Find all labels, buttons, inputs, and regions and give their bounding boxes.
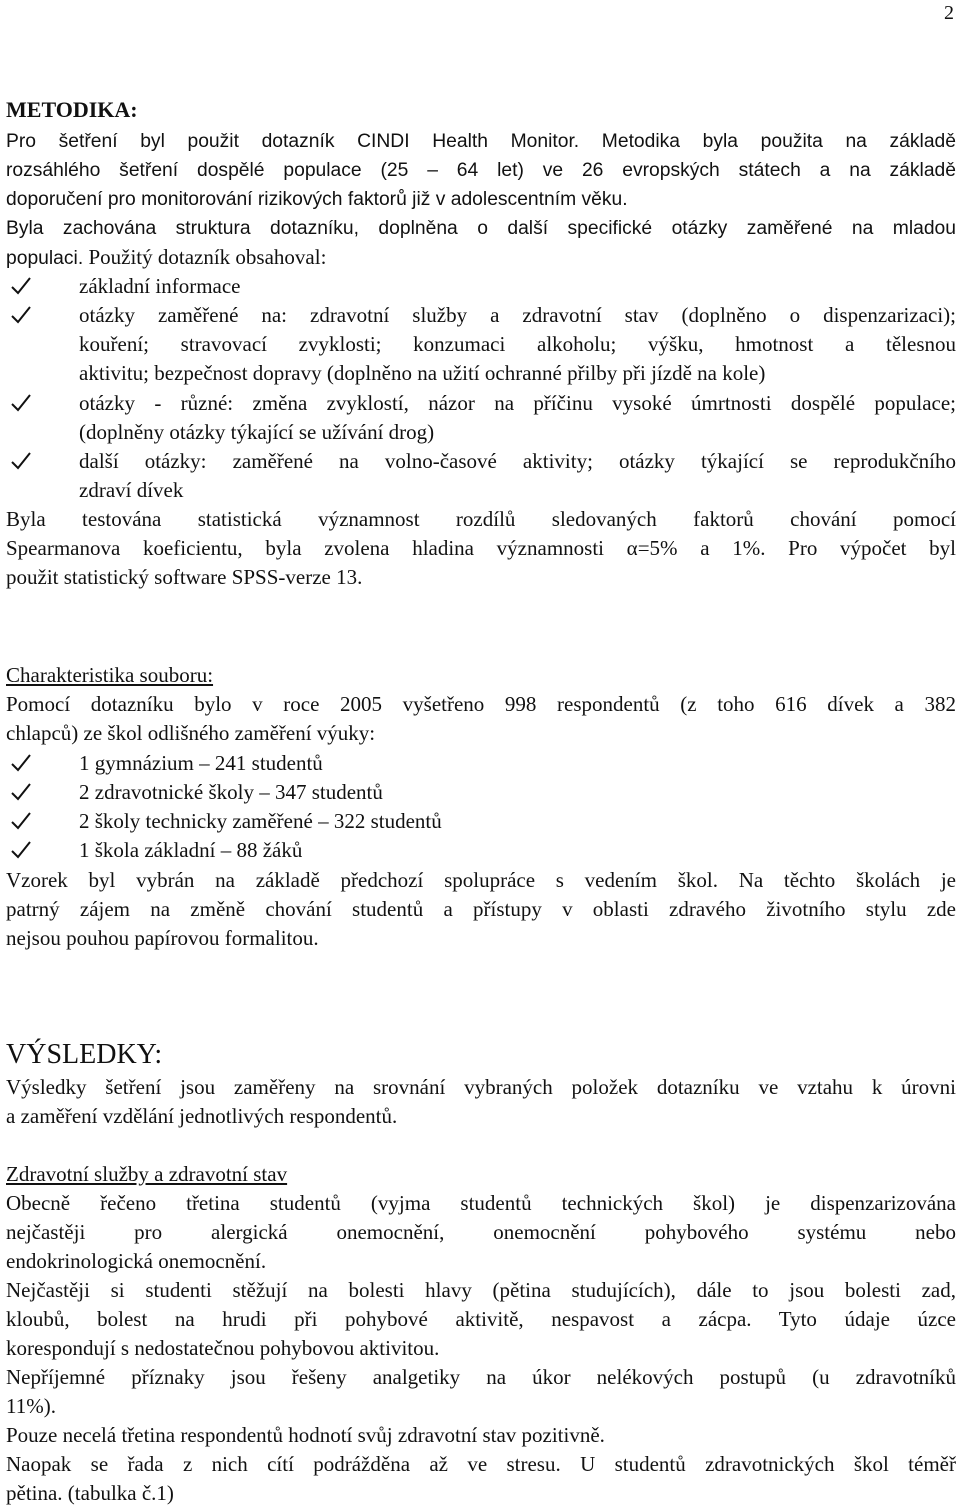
metodika-line: doporučení pro monitorování rizikových faktorů již v adolescentním věku. [6,189,628,210]
vysledky-line: Výsledky šetření jsou zaměřeny na srovnání vybraných položek dotazníku ve vztahu k úrovni [6,1075,956,1099]
metodika-line: Byla zachována struktura dotazníku, doplněna o další specifické otázky zaměřené na mladou [6,218,956,239]
paragraph-line: Nepříjemné příznaky jsou řešeny analgetiky na úkor nelékových postupů (u zdravotníků [6,1365,956,1389]
list-item-continuation: zdraví dívek [79,478,184,502]
paragraph-line: kloubů, bolest na hrudi při pohybové aktivitě, nespavost a zácpa. Tyto údaje úzce [6,1307,956,1331]
list-item-continuation: aktivitu; bezpečnost dopravy (doplněno na užití ochranné přilby při jízdě na kole) [79,361,766,385]
list-item-text: otázky zaměřené na: zdravotní služby a zdravotní stav (doplněno o dispenzarizaci); [79,303,956,327]
subsection-heading-zdravotni: Zdravotní služby a zdravotní stav [6,1162,288,1186]
paragraph-line: Naopak se řada z nich cítí podrážděna až ve stresu. U studentů zdravotnických škol téměř [6,1452,956,1476]
list-item-text: základní informace [79,274,241,298]
section-heading-vysledky: VÝSLEDKY: [6,1039,163,1070]
metodika-closing-line: Byla testována statistická významnost rozdílů sledovaných faktorů chování pomocí [6,507,956,531]
metodika-line-sans-part: populaci. [6,248,84,269]
metodika-closing-line: Spearmanova koeficientu, byla zvolena hladina významnosti α=5% a 1%. Pro výpočet byl [6,536,956,560]
page-number: 2 [944,2,954,24]
checkmark-icon [10,450,32,472]
list-item-text: další otázky: zaměřené na volno-časové aktivity; otázky týkající se reprodukčního [79,449,956,473]
section-heading-charakteristika: Charakteristika souboru: [6,663,214,687]
checkmark-icon [10,781,32,803]
metodika-intro: Použitý dotazník obsahoval: [88,245,327,269]
metodika-line: Pro šetření byl použit dotazník CINDI Health Monitor. Metodika byla použita na základě [6,131,956,152]
charakteristika-line: chlapců) ze škol odlišného zaměření výuky: [6,721,376,745]
paragraph-line: 11%). [6,1394,56,1418]
section-heading-metodika: METODIKA: [6,97,138,122]
checkmark-icon [10,275,32,297]
metodika-closing-line: použit statistický software SPSS-verze 13. [6,565,363,589]
checkmark-icon [10,839,32,861]
metodika-line-mixed [6,243,326,273]
charakteristika-line: Pomocí dotazníku bylo v roce 2005 vyšetřeno 998 respondentů (z toho 616 dívek a 382 [6,692,956,716]
charakteristika-closing-line: Vzorek byl vybrán na základě předchozí spolupráce s vedením škol. Na těchto školách je [6,868,956,892]
list-item-continuation: kouření; stravovací zvyklosti; konzumaci alkoholu; výšku, hmotnost a tělesnou [79,332,956,356]
checkmark-icon [10,810,32,832]
list-item-text: otázky - různé: změna zvyklostí, názor na příčinu vysoké úmrtnosti dospělé populace; [79,391,956,415]
paragraph-line: korespondují s nedostatečnou pohybovou aktivitou. [6,1336,440,1360]
list-item-text: 2 školy technicky zaměřené – 322 studentů [79,809,442,833]
vysledky-line: a zaměření vzdělání jednotlivých respondentů. [6,1104,398,1128]
paragraph-line: endokrinologická onemocnění. [6,1249,267,1273]
list-item-text: 1 škola základní – 88 žáků [79,838,303,862]
paragraph-line: Nejčastěji si studenti stěžují na bolesti hlavy (pětina studujících), dále to jsou bolesti zad, [6,1278,956,1302]
charakteristika-closing-line: patrný zájem na změně chování studentů a přístupy v oblasti zdravého životního stylu zde [6,897,956,921]
paragraph-line: Obecně řečeno třetina studentů (vyjma studentů technických škol) je dispenzarizována [6,1191,956,1215]
list-item-text: 1 gymnázium – 241 studentů [79,751,323,775]
charakteristika-closing-line: nejsou pouhou papírovou formalitou. [6,926,319,950]
list-item-text: 2 zdravotnické školy – 347 studentů [79,780,383,804]
checkmark-icon [10,392,32,414]
checkmark-icon [10,752,32,774]
metodika-line: rozsáhlého šetření dospělé populace (25 – 64 let) ve 26 evropských státech a na základě [6,160,956,181]
paragraph-line: nejčastěji pro alergická onemocnění, onemocnění pohybového systému nebo [6,1220,956,1244]
list-item-continuation: (doplněny otázky týkající se užívání drog) [79,420,435,444]
paragraph-line: pětina. (tabulka č.1) [6,1481,174,1505]
checkmark-icon [10,304,32,326]
paragraph-line: Pouze necelá třetina respondentů hodnotí svůj zdravotní stav pozitivně. [6,1423,605,1447]
